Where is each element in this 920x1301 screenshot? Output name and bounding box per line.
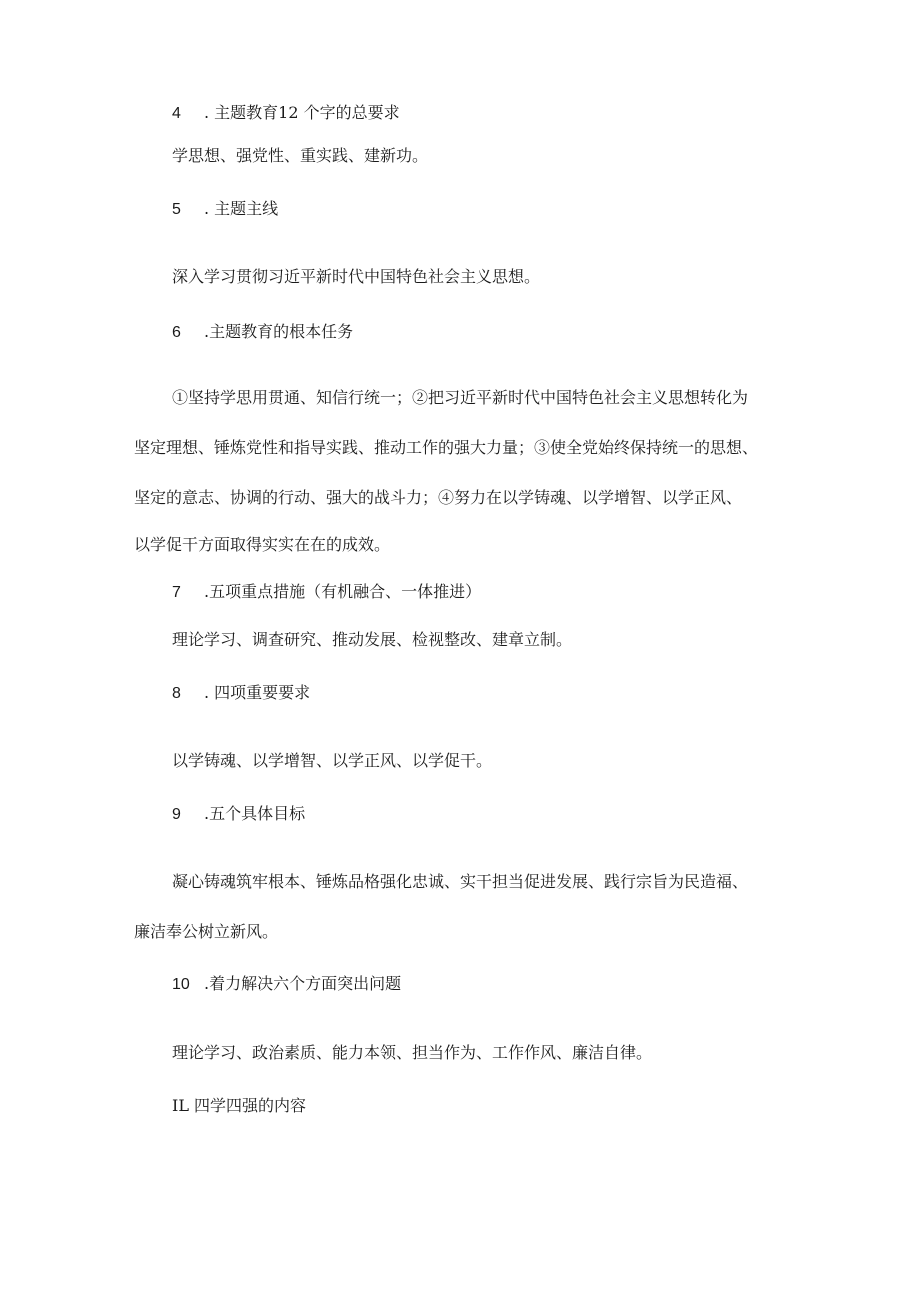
section-heading-10	[172, 973, 401, 996]
section-number: 10	[172, 976, 190, 993]
section-number: 5	[172, 201, 181, 218]
section-body-9-line-2: 廉洁奉公树立新风。	[134, 922, 279, 941]
section-heading-7	[172, 581, 481, 604]
section-number: 8	[172, 685, 181, 702]
section-title: . 主题主线	[204, 199, 279, 218]
section-body-4: 学思想、强党性、重实践、建新功。	[172, 146, 429, 165]
section-body-6-line-2: 坚定理想、锤炼党性和指导实践、推动工作的强大力量；③使全党始终保持统一的思想、	[134, 438, 759, 457]
section-heading-4	[172, 102, 400, 125]
section-number: 4	[172, 105, 181, 122]
section-body-6-line-1: ①坚持学思用贯通、知信行统一；②把习近平新时代中国特色社会主义思想转化为	[172, 388, 749, 407]
section-body-10: 理论学习、政治素质、能力本领、担当作为、工作作风、廉洁自律。	[172, 1043, 653, 1062]
section-number: 6	[172, 324, 181, 341]
section-title: .五个具体目标	[204, 804, 306, 823]
section-title: .主题教育的根本任务	[204, 322, 354, 341]
section-body-6-line-3: 坚定的意志、协调的行动、强大的战斗力；④努力在以学铸魂、以学增智、以学正风、	[134, 488, 743, 507]
section-body-7: 理论学习、调查研究、推动发展、检视整改、建章立制。	[172, 630, 573, 649]
section-heading-6	[172, 321, 353, 344]
section-number: 9	[172, 806, 181, 823]
section-number: 7	[172, 584, 181, 601]
section-heading-5	[172, 198, 278, 221]
section-title: . 四项重要要求	[204, 683, 311, 702]
section-heading-9	[172, 803, 305, 826]
section-heading-11: IL 四学四强的内容	[172, 1096, 307, 1115]
section-body-9-line-1: 凝心铸魂筑牢根本、锤炼品格强化忠诚、实干担当促进发展、践行宗旨为民造福、	[172, 872, 749, 891]
section-body-8: 以学铸魂、以学增智、以学正风、以学促干。	[172, 751, 493, 770]
section-title: .着力解决六个方面突出问题	[204, 974, 402, 993]
section-body-5: 深入学习贯彻习近平新时代中国特色社会主义思想。	[172, 267, 541, 286]
section-title: .五项重点措施（有机融合、一体推进）	[204, 582, 482, 601]
section-body-6-line-4: 以学促干方面取得实实在在的成效。	[134, 535, 391, 554]
section-title: . 主题教育12 个字的总要求	[204, 103, 400, 122]
section-heading-8	[172, 682, 310, 705]
